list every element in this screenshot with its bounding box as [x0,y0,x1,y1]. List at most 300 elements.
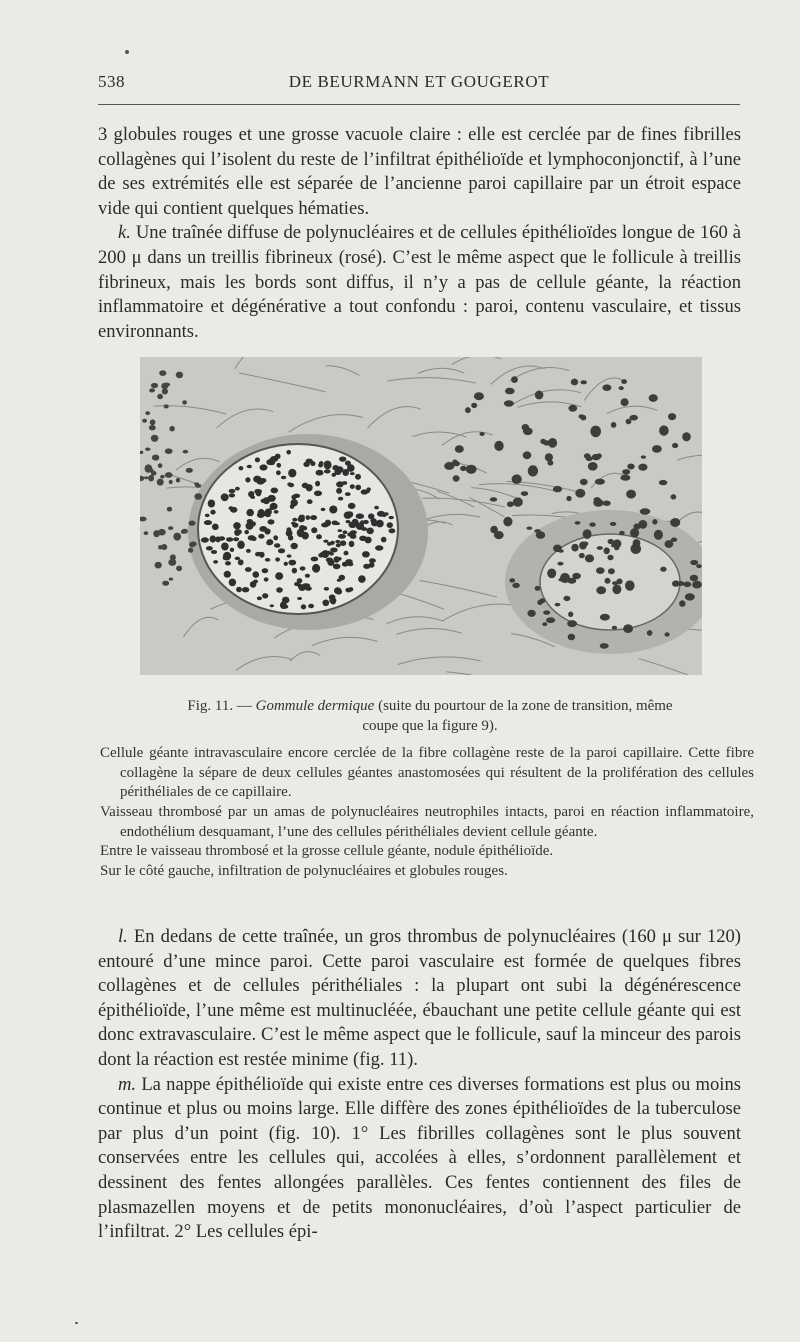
red-blood-cell [158,545,162,550]
polynuclear-cell [251,537,256,541]
epithelioid-cell [580,380,587,384]
epithelioid-cell [640,508,651,514]
perithelial-cell [665,632,670,636]
red-blood-cell [164,404,169,408]
polynuclear-cell [242,587,249,592]
figure-title-cont: coupe que la figure 9). [362,717,498,734]
figure-caption [100,697,754,881]
polynuclear-cell [362,551,370,557]
red-blood-cell [151,435,159,442]
polynuclear-cell [237,541,245,549]
header-rule [98,104,740,105]
perithelial-cell [647,630,653,636]
polynuclear-cell [201,537,209,542]
polynuclear-cell [375,545,383,550]
red-blood-cell [189,542,195,547]
epithelioid-cell [553,486,562,492]
polynuclear-cell [349,522,357,528]
polynuclear-cell [282,597,290,604]
epithelioid-cell [603,501,611,506]
polynuclear-cell [268,519,275,524]
epithelioid-cell [575,489,585,498]
polynuclear-cell [345,492,351,496]
polynuclear-cell [363,520,369,524]
polynuclear-cell [223,556,230,561]
perithelial-cell [535,586,541,591]
polynuclear-cell [286,450,291,455]
polynuclear-cell [262,568,269,573]
perithelial-cell [652,519,657,525]
red-blood-cell [169,480,173,484]
epithelioid-cell [566,496,571,501]
red-blood-cell [171,559,176,563]
polynuclear-cell [346,511,353,517]
polynuclear-cell [255,552,262,556]
polynuclear-cell [361,489,369,494]
polynuclear-cell [270,604,274,607]
paragraph-item-m [98,1073,741,1245]
polynuclear-cell [297,578,303,583]
polynuclear-cell [359,536,367,541]
polynuclear-cell [266,459,274,465]
perithelial-cell [607,555,613,561]
perithelial-cell [633,539,641,547]
red-blood-cell [149,389,154,393]
epithelioid-cell [592,454,601,460]
epithelioid-cell [604,547,610,554]
polynuclear-cell [210,510,215,515]
red-blood-cell [142,419,147,423]
epithelioid-cell [490,526,498,534]
perithelial-cell [685,593,695,600]
epithelioid-cell [621,398,629,406]
polynuclear-cell [320,552,325,556]
polynuclear-cell [382,513,386,517]
polynuclear-cell [291,543,298,549]
red-blood-cell [158,463,163,468]
polynuclear-cell [355,485,361,491]
polynuclear-cell [314,491,322,497]
epithelioid-cell [494,441,503,451]
polynuclear-cell [376,520,384,528]
epithelioid-cell [512,474,522,484]
epithelioid-cell [579,553,585,558]
polynuclear-cell [236,529,242,534]
polynuclear-cell [229,579,236,587]
polynuclear-cell [284,562,288,566]
polynuclear-cell [339,457,346,462]
red-blood-cell [145,448,150,451]
epithelioid-cell [466,465,477,474]
polynuclear-cell [248,491,254,497]
polynuclear-cell [229,489,236,493]
red-blood-cell [144,531,149,535]
paragraph-continuation: 3 globules rouges et une grosse vacuole claire : elle est cerclée par de fines fibrilles collagènes qui l’isolent du reste de l’infiltrat épithélioïde et lymphoconjonctif, à l’une de ses extrémités elle est séparée de l’ancienne paroi capillaire par un étroit espace vide qui contient quelques hématies. [98,124,741,219]
polynuclear-cell [286,527,291,532]
polynuclear-cell [333,564,341,570]
text-block-bottom [98,925,741,1245]
polynuclear-cell [273,535,278,540]
epithelioid-cell [527,527,533,530]
epithelioid-cell [548,438,557,448]
polynuclear-cell [282,605,288,609]
polynuclear-cell [336,543,341,547]
epithelioid-cell [558,562,564,566]
paragraph-item-l [98,925,741,1073]
polynuclear-cell [302,532,309,540]
red-blood-cell [152,455,159,461]
polynuclear-cell [367,528,374,535]
polynuclear-cell [344,551,349,556]
perithelial-cell [605,578,611,584]
perithelial-cell [623,624,633,633]
epithelioid-cell [521,491,528,496]
perithelial-cell [589,522,595,526]
polynuclear-cell [338,497,343,501]
polynuclear-cell [329,598,336,604]
epithelioid-cell [627,464,634,470]
epithelioid-cell [649,394,658,402]
perithelial-cell [560,573,570,583]
polynuclear-cell [235,557,240,561]
epithelioid-cell [590,426,601,438]
polynuclear-cell [288,483,294,487]
polynuclear-cell [264,528,270,534]
red-blood-cell [162,581,169,586]
polynuclear-cell [245,477,250,482]
perithelial-cell [542,622,547,626]
polynuclear-cell [219,536,225,540]
text-block-top [98,123,741,344]
polynuclear-cell [206,546,213,550]
perithelial-cell [512,583,520,588]
perithelial-cell [583,529,592,539]
epithelioid-cell [528,465,538,476]
red-blood-cell [183,450,189,454]
epithelioid-cell [611,422,617,428]
red-blood-cell [167,507,172,512]
perithelial-cell [616,579,622,585]
polynuclear-cell [210,535,217,542]
perithelial-cell [679,600,685,607]
polynuclear-cell [274,510,279,514]
polynuclear-cell [292,518,297,522]
perithelial-cell [630,528,639,537]
epithelioid-cell [490,497,497,501]
epithelioid-cell [523,451,532,459]
epithelioid-cell [503,517,512,527]
polynuclear-cell [325,520,331,527]
epithelioid-cell [511,376,518,383]
polynuclear-cell [329,552,334,556]
polynuclear-cell [270,507,275,510]
polynuclear-cell [229,493,235,497]
figure-title-italic: Gommule dermique [255,698,375,714]
red-blood-cell [189,521,196,526]
epithelioid-cell [668,413,676,420]
polynuclear-cell [235,487,240,491]
polynuclear-cell [305,574,310,578]
polynuclear-cell [355,474,361,480]
polynuclear-cell [290,504,295,509]
red-blood-cell [188,548,193,553]
polynuclear-cell [208,500,215,508]
polynuclear-cell [281,476,286,479]
epithelioid-cell [545,453,553,461]
perithelial-cell [672,580,680,586]
polynuclear-cell [233,522,241,529]
polynuclear-cell [238,559,244,565]
polynuclear-cell [337,579,342,582]
polynuclear-cell [343,530,348,534]
caption-note: Vaisseau thrombosé par un amas de polynucléaires neutrophiles intacts, paroi en réaction inflammatoire, endothélium desquamant, l’une des cellules périthéliales devient cellule géante. [100,803,754,840]
figure-label: Fig. 11. — [187,698,252,714]
caption-note: Cellule géante intravasculaire encore cerclée de la fibre collagène reste de la paroi capillaire. Cette fibre collagène la sépare de deux cellules géantes anastomosées qui résultent de la prolifération des cellules périthéliales de ce capillaire. [100,745,754,801]
epithelioid-cell [571,544,578,552]
paragraph-item-k [98,221,741,344]
polynuclear-cell [351,533,356,537]
polynuclear-cell [301,604,306,609]
epithelioid-cell [513,497,523,506]
epithelioid-cell [626,490,636,499]
polynuclear-cell [247,465,252,469]
running-head: DE BEURMANN ET GOUGEROT [288,72,550,91]
polynuclear-cell [349,587,354,591]
epithelioid-cell [620,475,630,481]
polynuclear-cell [316,534,322,539]
epithelioid-cell [629,415,638,421]
polynuclear-cell [225,561,231,565]
red-blood-cell [157,394,163,399]
polynuclear-cell [338,529,343,532]
epithelioid-cell [659,480,668,485]
epithelioid-cell [602,384,611,391]
polynuclear-cell [271,488,279,494]
polynuclear-cell [221,543,229,551]
polynuclear-cell [264,577,269,581]
polynuclear-cell [230,507,237,513]
polynuclear-cell [253,571,260,578]
perithelial-cell [612,626,617,630]
polynuclear-cell [236,587,242,593]
polynuclear-cell [303,462,309,467]
epithelioid-cell [571,379,578,386]
polynuclear-cell [329,506,337,514]
perithelial-cell [596,567,605,574]
polynuclear-cell [226,537,233,542]
caption-title [100,697,754,736]
epithelioid-cell [621,379,627,384]
red-blood-cell [153,530,160,537]
polynuclear-cell [347,464,355,472]
red-blood-cell [159,370,166,376]
polynuclear-cell [358,575,366,583]
red-blood-cell [176,566,182,572]
ink-speck [125,50,129,54]
polynuclear-cell [275,572,283,580]
epithelioid-cell [584,453,591,458]
red-blood-cell [182,400,187,404]
perithelial-cell [696,564,702,568]
epithelioid-cell [595,479,605,485]
red-blood-cell [160,475,165,479]
polynuclear-cell [336,488,342,494]
epithelioid-cell [671,494,677,499]
perithelial-cell [596,586,606,594]
polynuclear-cell [275,557,280,561]
epithelioid-cell [453,475,460,481]
epithelioid-cell [536,531,545,539]
epithelioid-cell [444,462,454,470]
polynuclear-cell [310,515,317,520]
perithelial-cell [665,540,674,548]
epithelioid-cell [670,518,680,527]
perithelial-cell [625,580,635,590]
perithelial-cell [690,560,698,565]
polynuclear-cell [245,567,252,572]
perithelial-cell [585,554,594,562]
ink-speck [75,1322,78,1324]
polynuclear-cell [323,540,328,543]
polynuclear-cell [292,568,297,574]
polynuclear-cell [288,560,296,566]
red-blood-cell [155,562,162,569]
perithelial-cell [568,634,575,641]
polynuclear-cell [205,514,210,518]
polynuclear-cell [324,587,329,591]
polynuclear-cell [389,516,394,519]
polynuclear-cell [288,469,296,478]
epithelioid-cell [654,530,663,540]
polynuclear-cell [204,520,212,525]
polynuclear-cell [254,489,262,494]
epithelioid-cell [505,388,515,395]
red-blood-cell [149,425,156,430]
polynuclear-cell [247,519,253,524]
perithelial-cell [660,567,666,572]
polynuclear-cell [211,550,217,554]
perithelial-cell [690,575,698,582]
polynuclear-cell [233,537,239,541]
polynuclear-cell [265,558,270,562]
polynuclear-cell [302,483,309,489]
polynuclear-cell [311,557,319,562]
polynuclear-cell [330,548,338,553]
epithelioid-cell [597,546,603,550]
figure-11-illustration [140,357,702,675]
perithelial-cell [583,542,589,546]
epithelioid-cell [465,407,471,413]
histology-drawing [140,357,702,675]
epithelioid-cell [575,521,581,525]
polynuclear-cell [239,466,244,470]
item-m-text: La nappe épithélioïde qui existe entre ces diverses formations est plus ou moins continue et plus ou moins large. Elle diffère des zones épithélioïdes de la tuberculose par plus d’un point (fig. 10). 1° Les fibrilles collagènes sont le plus souvent conservées entre les cellules qui, accolées à elles, s’ordonnent parallèlement et dessinent des fentes allongées parallèles. Ces fentes contiennent des files de plasmazellen moyens et de petits mononucléaires, d’où l’aspect particulier de l’infiltrat. 2° Les cellules épi- [98,1073,741,1243]
red-blood-cell [165,448,173,454]
polynuclear-cell [244,530,249,534]
red-blood-cell [173,533,181,541]
red-blood-cell [151,471,157,476]
polynuclear-cell [356,513,364,519]
perithelial-cell [619,531,625,535]
red-blood-cell [145,464,153,472]
epithelioid-cell [641,455,646,458]
polynuclear-cell [370,518,376,523]
polynuclear-cell [322,600,329,607]
polynuclear-cell [321,508,326,511]
polynuclear-cell [262,593,268,598]
polynuclear-cell [307,499,313,504]
polynuclear-cell [335,540,340,543]
red-blood-cell [168,526,173,530]
page-number: 538 [98,72,125,91]
perithelial-cell [553,545,562,553]
polynuclear-cell [311,527,317,533]
polynuclear-cell [312,564,320,573]
polynuclear-cell [336,481,344,487]
red-blood-cell [150,419,156,425]
polynuclear-cell [274,543,280,548]
perithelial-cell [540,598,546,603]
perithelial-cell [568,612,573,618]
polynuclear-cell [338,534,346,539]
red-blood-cell [145,411,150,415]
polynuclear-cell [319,461,324,465]
polynuclear-cell [316,470,324,476]
polynuclear-cell [260,464,268,470]
polynuclear-cell [334,556,340,562]
polynuclear-cell [350,472,355,475]
polynuclear-cell [350,484,355,489]
epithelioid-cell [638,464,647,471]
caption-note: Sur le côté gauche, infiltration de polynucléaires et globules rouges. [100,862,508,879]
red-blood-cell [161,383,168,390]
epithelioid-cell [474,392,484,400]
polynuclear-cell [293,494,300,498]
epithelioid-cell [568,405,577,412]
polynuclear-cell [369,558,376,563]
polynuclear-cell [265,513,271,517]
epithelioid-cell [455,445,464,453]
red-blood-cell [186,468,193,473]
red-blood-cell [148,475,154,482]
epithelioid-cell [480,432,485,436]
item-marker-l: l. [118,926,128,947]
polynuclear-cell [348,503,356,509]
polynuclear-cell [381,537,387,543]
polynuclear-cell [212,524,219,531]
polynuclear-cell [297,597,302,600]
polynuclear-cell [255,457,260,462]
polynuclear-cell [300,566,306,570]
polynuclear-cell [306,515,311,520]
polynuclear-cell [276,470,281,475]
polynuclear-cell [324,469,331,473]
epithelioid-cell [622,469,630,475]
perithelial-cell [558,578,563,581]
red-blood-cell [165,472,173,478]
perithelial-cell [683,582,691,588]
red-blood-cell [144,476,148,479]
epithelioid-cell [504,400,514,406]
polynuclear-cell [340,540,346,546]
polynuclear-cell [387,522,393,528]
perithelial-cell [527,610,535,617]
epithelioid-cell [659,425,669,435]
polynuclear-cell [302,583,310,588]
red-blood-cell [195,484,201,488]
polynuclear-cell [250,581,257,588]
epithelioid-cell [593,499,603,507]
